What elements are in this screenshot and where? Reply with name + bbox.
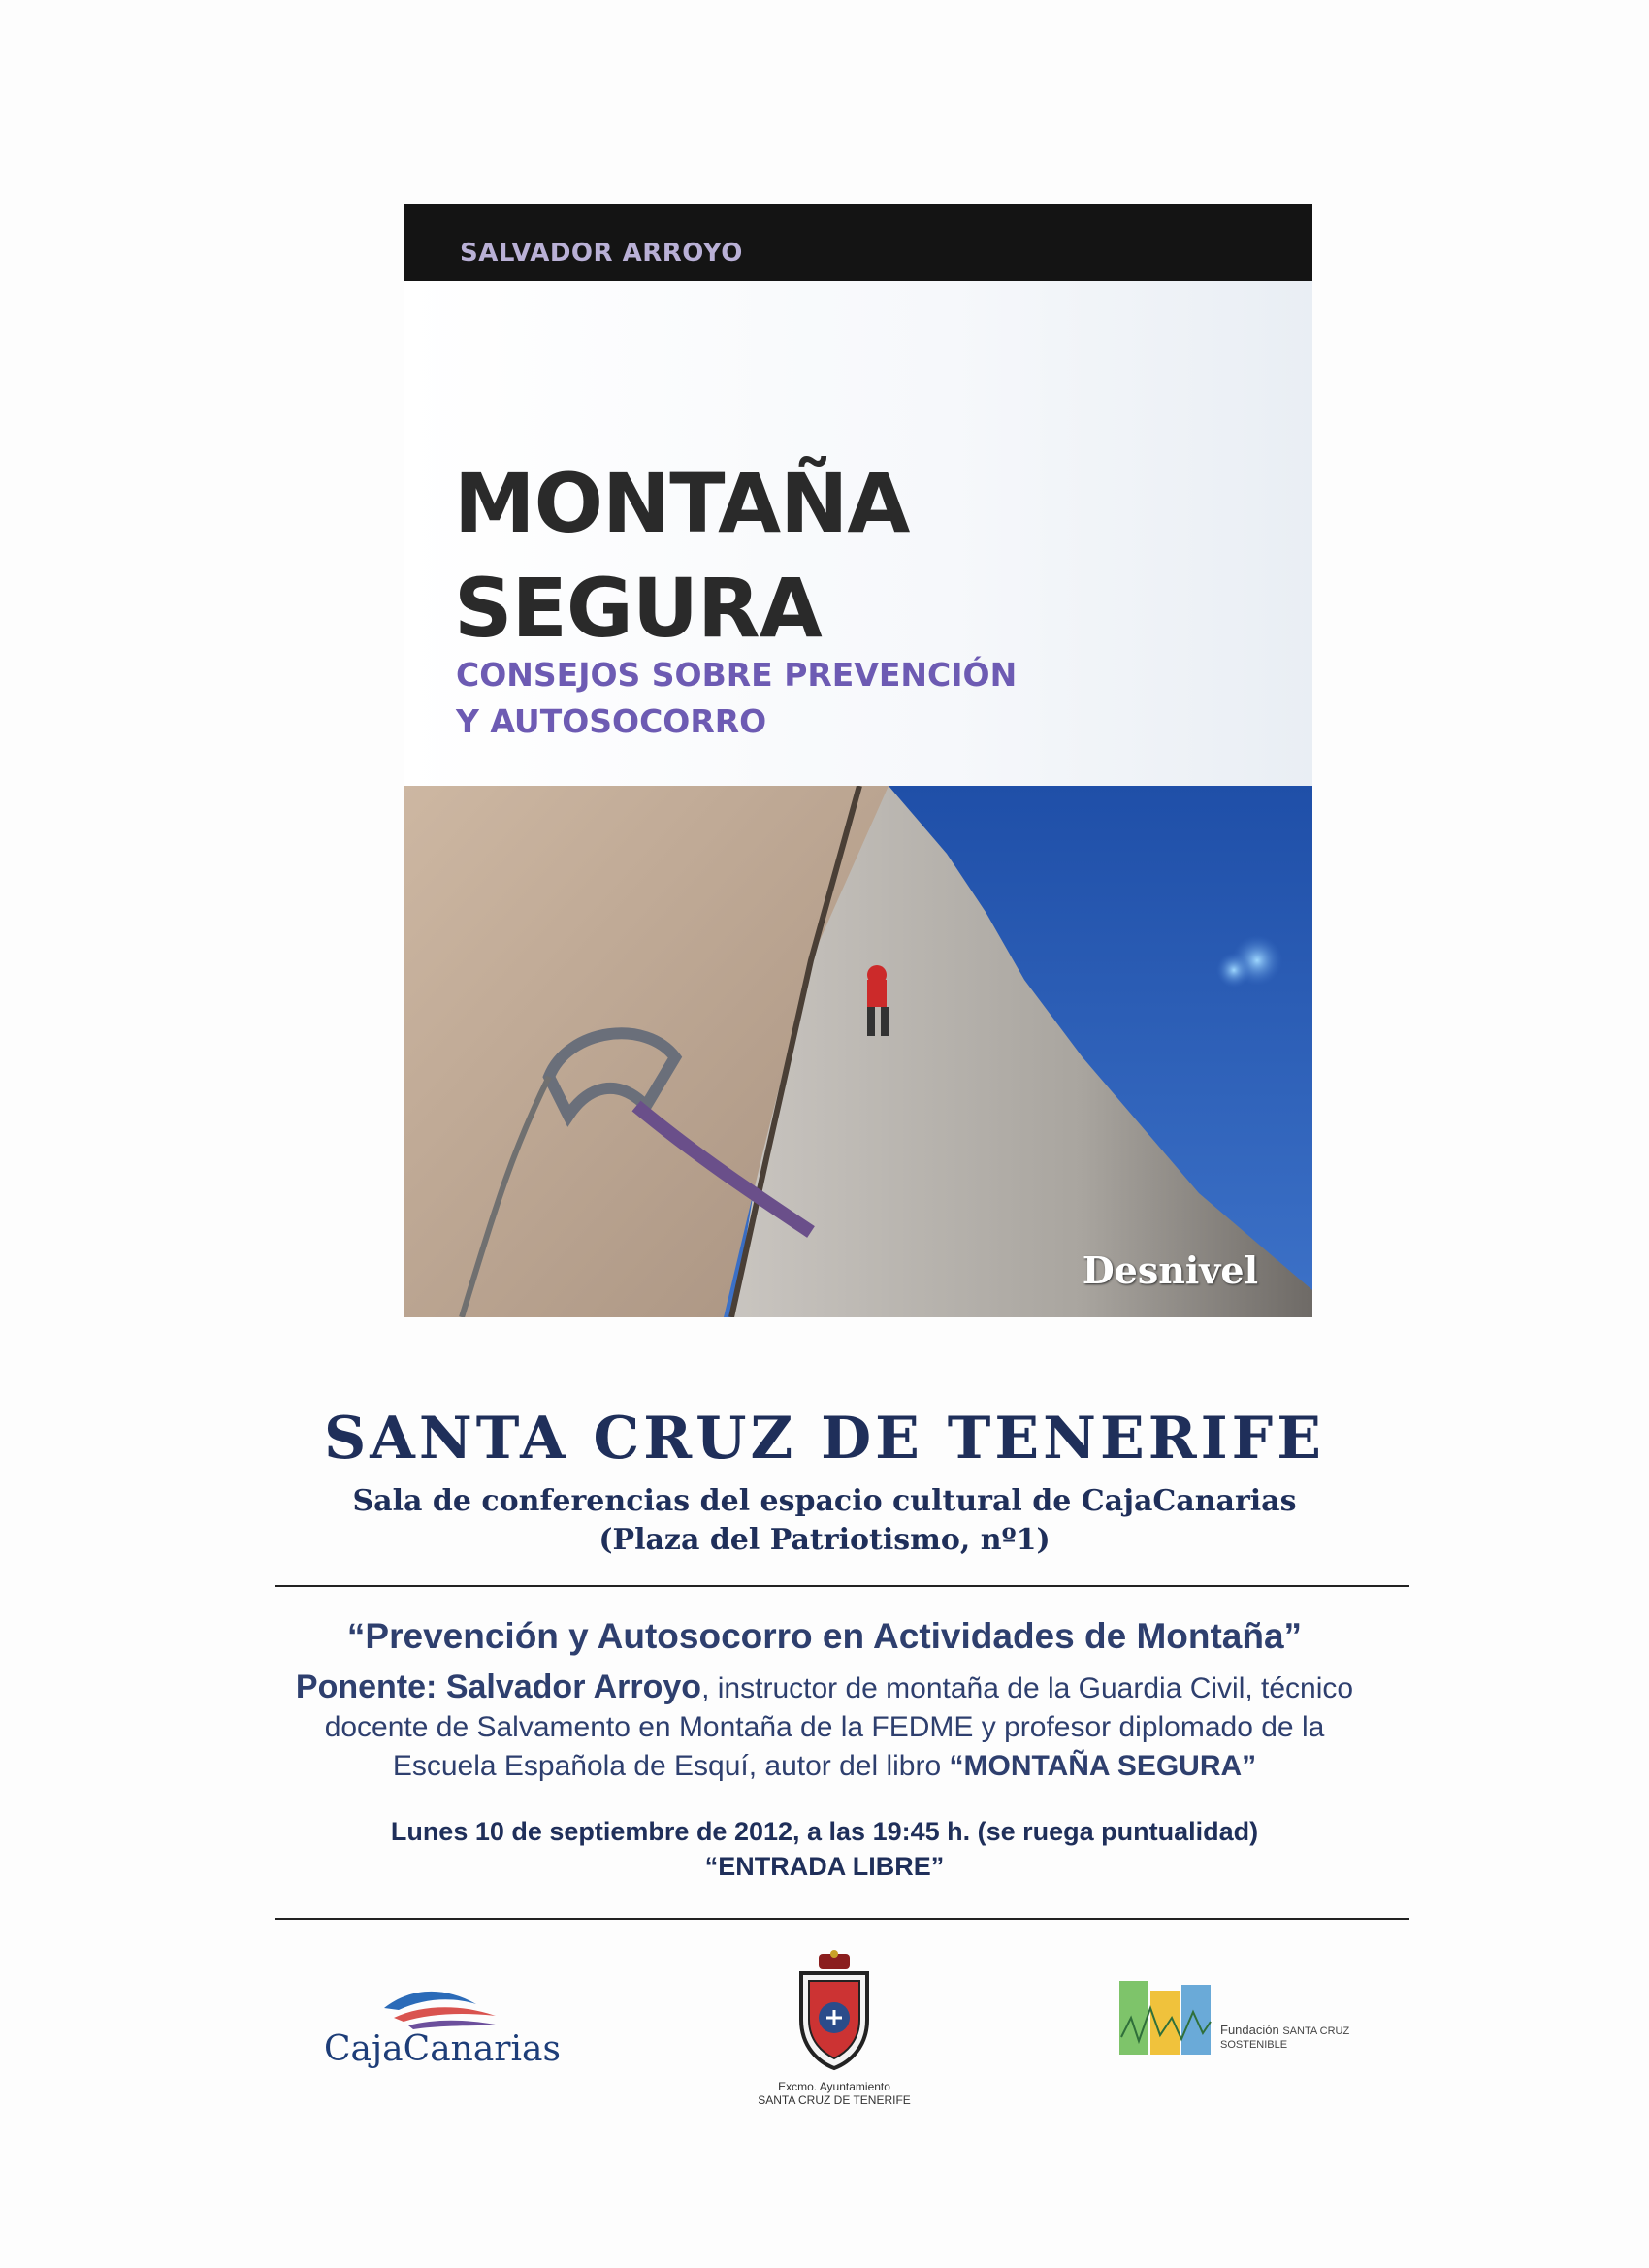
speaker-colon: : [426, 1669, 446, 1705]
book-reference: “MONTAÑA SEGURA” [949, 1750, 1257, 1782]
author-name: SALVADOR ARROYO [460, 239, 743, 268]
publisher-logo: Desnivel [1082, 1248, 1258, 1292]
talk-title: “Prevención y Autosocorro en Actividades de Montaña” [346, 1616, 1303, 1656]
book-subtitle-line-2: Y AUTOSOCORRO [456, 702, 767, 740]
speaker-desc-3: Escuela Española de Esquí, autor del libro [392, 1750, 950, 1782]
fundacion-line-1 [1220, 2024, 1349, 2038]
speaker-info [0, 1668, 1649, 1786]
event-date [0, 1814, 1649, 1884]
speaker-label: Ponente [295, 1669, 427, 1705]
book-title-line-1: MONTAÑA [454, 456, 910, 551]
speaker-line-2: docente de Salvamento en Montaña de la FEDME y profesor diplomado de la [324, 1711, 1325, 1743]
cajacanarias-text: CajaCanarias [324, 2029, 561, 2069]
divider-bottom [275, 1918, 1409, 1920]
date-line: Lunes 10 de septiembre de 2012, a las 19:45 h. (se ruega puntualidad) [390, 1817, 1259, 1846]
speaker-desc-1: , instructor de montaña de la Guardia Civil, técnico [701, 1672, 1354, 1704]
event-city: SANTA CRUZ DE TENERIFE [323, 1405, 1326, 1473]
fundacion-squares-icon [1117, 1979, 1214, 2057]
climbing-photo [404, 786, 1312, 1317]
ayuntamiento-text [737, 2080, 931, 2107]
ayuntamiento-logo [737, 1950, 931, 2124]
book-title-line-2: SEGURA [454, 561, 822, 656]
speaker-name: Salvador Arroyo [445, 1669, 702, 1705]
fundacion-logo [1117, 1979, 1389, 2076]
event-venue [0, 1482, 1649, 1560]
book-subtitle-line-1: CONSEJOS SOBRE PREVENCIÓN [456, 656, 1018, 694]
climbing-photo-illustration [404, 786, 1312, 1317]
venue-line-2: (Plaza del Patriotismo, nº1) [598, 1523, 1051, 1557]
fundacion-name-1: SANTA CRUZ [1282, 2025, 1350, 2037]
fundacion-name-2: SOSTENIBLE [1220, 2039, 1288, 2051]
coat-of-arms-icon [737, 1950, 931, 2076]
book-cover [404, 204, 1312, 1317]
book-title [454, 451, 1133, 661]
entry-line: “ENTRADA LIBRE” [704, 1852, 945, 1881]
cajacanarias-waves-icon [316, 1975, 568, 2033]
cajacanarias-logo [316, 1975, 568, 2082]
speaker-line-3 [0, 1747, 1649, 1786]
book-subtitle [456, 652, 1232, 745]
ayuntamiento-line-2: SANTA CRUZ DE TENERIFE [758, 2093, 911, 2107]
ayuntamiento-line-1: Excmo. Ayuntamiento [778, 2080, 890, 2093]
divider-top [275, 1585, 1409, 1587]
venue-line-1: Sala de conferencias del espacio cultural de CajaCanarias [352, 1484, 1297, 1518]
fundacion-prefix: Fundación [1220, 2023, 1279, 2037]
fundacion-text [1220, 2024, 1349, 2052]
speaker-line-1 [0, 1668, 1649, 1708]
author-bar [404, 204, 1312, 281]
